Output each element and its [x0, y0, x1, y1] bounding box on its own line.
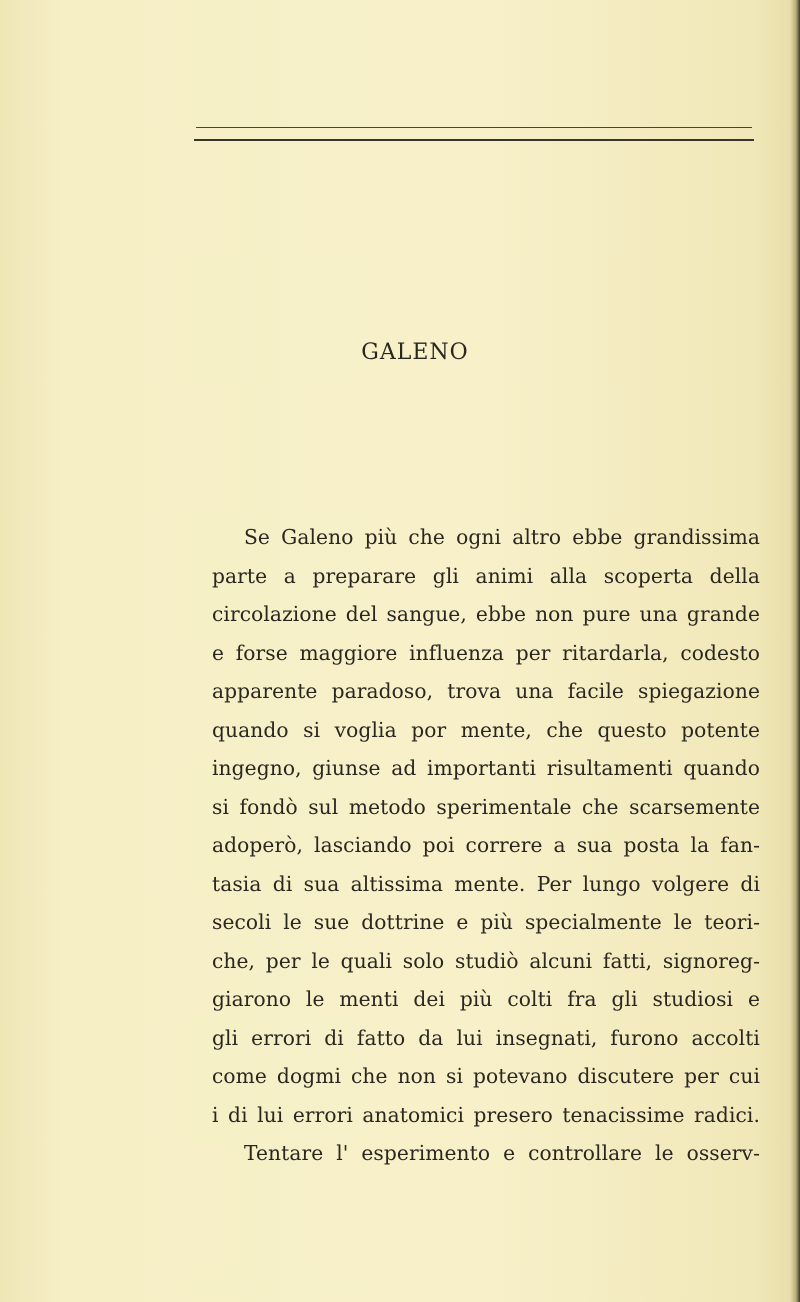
- text-line: secoli le sue dottrine e più specialmente le teori-: [212, 910, 760, 934]
- text-line: Se Galeno più che ogni altro ebbe grandissima: [244, 525, 760, 549]
- text-line: i di lui errori anatomici presero tenacissime radici.: [212, 1102, 760, 1127]
- text-line: giarono le menti dei più colti fra gli studiosi e: [212, 987, 760, 1011]
- text-line: circolazione del sangue, ebbe non pure una grande: [212, 602, 760, 626]
- text-line: tasia di sua altissima mente. Per lungo volgere di: [212, 871, 760, 896]
- text-line: come dogmi che non si potevano discutere per cui: [212, 1064, 760, 1088]
- header-rule-thin: [196, 127, 752, 128]
- body-paragraph: [212, 518, 760, 1173]
- text-line: quando si voglia por mente, che questo potente: [212, 717, 760, 742]
- text-line: Tentare l' esperimento e controllare le osserv-: [244, 1141, 760, 1165]
- text-line: che, per le quali solo studiò alcuni fatti, signoreg-: [212, 948, 760, 973]
- text-line: e forse maggiore influenza per ritardarla, codesto: [212, 640, 760, 665]
- header-rule-thick: [194, 139, 754, 141]
- page-edge-shadow: [790, 0, 800, 1302]
- text-line: apparente paradoso, trova una facile spiegazione: [212, 679, 760, 703]
- chapter-title: GALENO: [361, 340, 469, 365]
- text-line: si fondò sul metodo sperimentale che scarsemente: [212, 794, 760, 819]
- text-line: parte a preparare gli animi alla scoperta della: [212, 563, 760, 588]
- text-line: ingegno, giunse ad importanti risultamenti quando: [212, 756, 760, 780]
- text-line: adoperò, lasciando poi correre a sua posta la fan-: [212, 833, 760, 857]
- text-line: gli errori di fatto da lui insegnati, furono accolti: [212, 1025, 760, 1050]
